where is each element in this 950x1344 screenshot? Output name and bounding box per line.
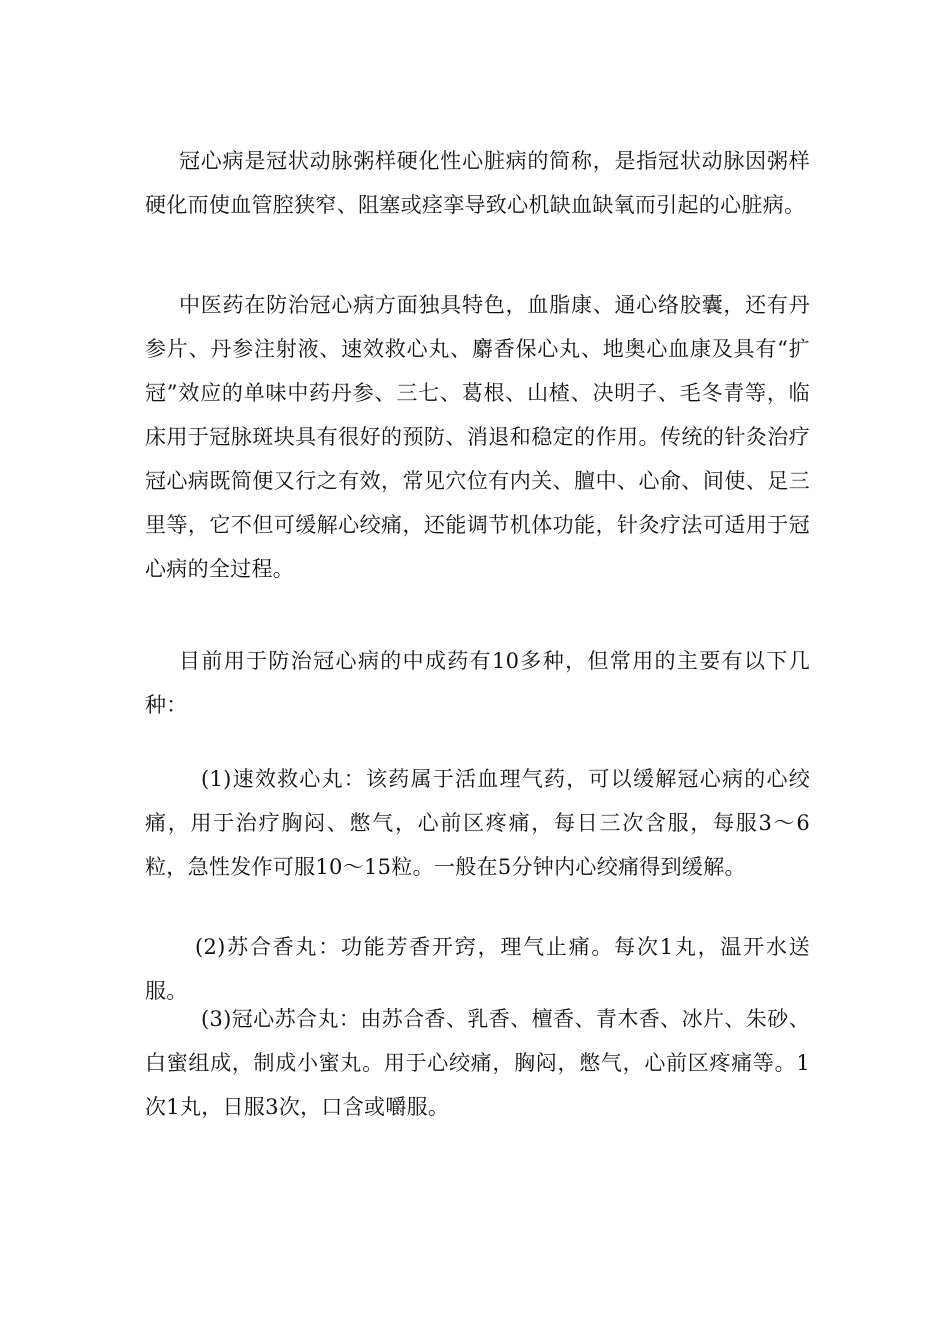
paragraph-medicine-intro: 目前用于防治冠心病的中成药有10多种，但常用的主要有以下几种： bbox=[145, 649, 810, 717]
paragraph-item-1: (1)速效救心丸：该药属于活血理气药，可以缓解冠心病的心绞痛，用于治疗胸闷、憋气，心前区疼痛，每日三次含服，每服3～6粒，急性发作可服10～15粒。一般在5分钟内心绞痛得到缓解。 bbox=[145, 767, 810, 879]
paragraph-item-3: (3)冠心苏合丸：由苏合香、乳香、檀香、青木香、冰片、朱砂、白蜜组成，制成小蜜丸。用于心绞痛，胸闷，憋气，心前区疼痛等。1次1丸，日服3次，口含或嚼服。 bbox=[145, 1007, 810, 1119]
paragraph-tcm-treatment: 中医药在防治冠心病方面独具特色，血脂康、通心络胶囊，还有丹参片、丹参注射液、速效救心丸、麝香保心丸、地奥心血康及具有“扩冠”效应的单味中药丹参、三七、葛根、山楂、决明子、毛冬青等，临床用于冠脉斑块具有很好的预防、消退和稳定的作用。传统的针灸治疗冠心病既简便又行之有效，常见穴位有内关、膻中、心俞、间使、足三里等，它不但可缓解心绞痛，还能调节机体功能，针灸疗法可适用于冠心病的全过程。 bbox=[145, 293, 810, 581]
paragraph-item-2: (2)苏合香丸：功能芳香开窍，理气止痛。每次1丸，温开水送服。 bbox=[145, 935, 810, 1003]
paragraph-definition: 冠心病是冠状动脉粥样硬化性心脏病的简称，是指冠状动脉因粥样硬化而使血管腔狭窄、阻塞或痉挛导致心机缺血缺氧而引起的心脏病。 bbox=[145, 149, 810, 217]
